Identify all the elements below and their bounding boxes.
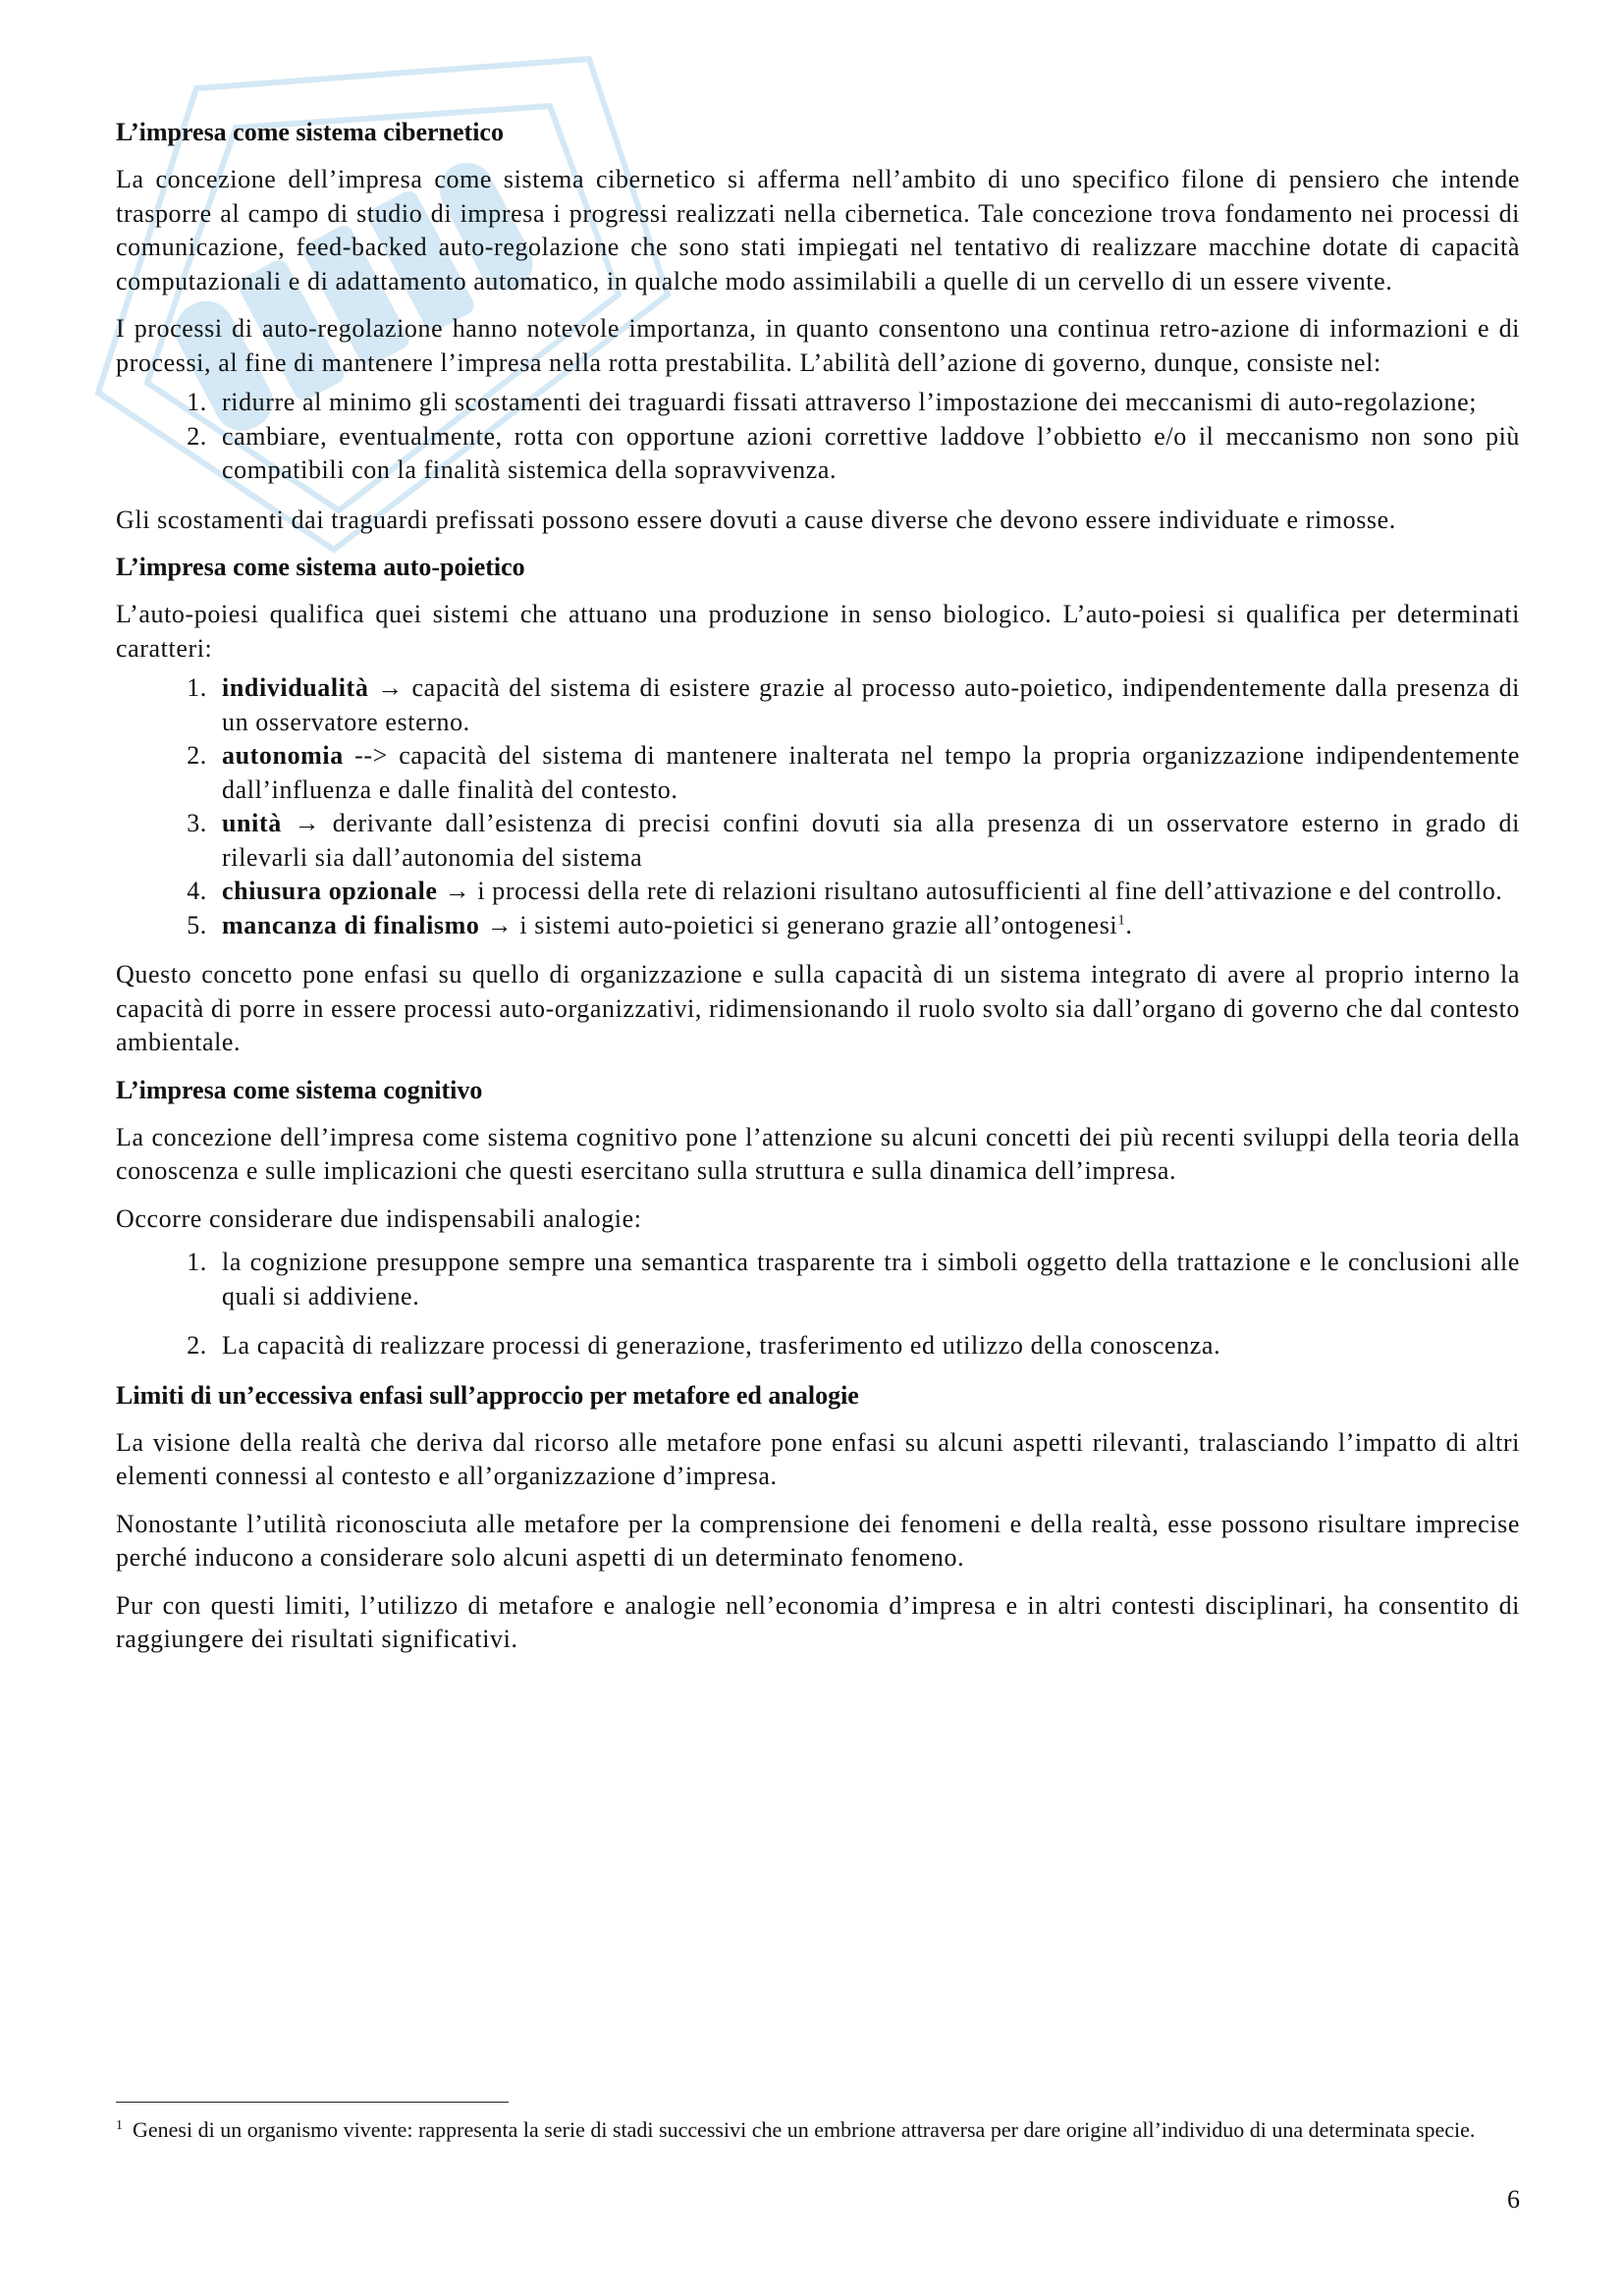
list-text: derivante dall’esistenza di precisi confini dovuti sia alla presenza di un osservatore esterno in grado di rilevarli sia dall’autonomia del sistema: [222, 809, 1520, 872]
document-body: [116, 116, 1520, 1671]
section-auto-poietico: [116, 551, 1520, 1060]
paragraph: Gli scostamenti dai traguardi prefissati possono essere dovuti a cause diverse che devono essere individuate e rimosse.: [116, 505, 1396, 534]
list-item: 1. la cognizione presuppone sempre una semantica trasparente tra i simboli oggetto della trattazione e le conclusioni alle quali si addiviene.: [214, 1246, 1520, 1313]
section-limiti: [116, 1379, 1520, 1657]
page-number: 6: [1507, 2185, 1520, 2214]
list-item: [214, 807, 1520, 875]
list-separator: →: [479, 910, 520, 939]
list-separator: →: [281, 809, 333, 837]
list-text: capacità del sistema di esistere grazie al processo auto-poietico, indipendentemente dalla presenza di un osservatore esterno.: [222, 673, 1521, 736]
paragraph: La visione della realtà che deriva dal ricorso alle metafore pone enfasi su alcuni aspetti rilevanti, tralasciando l’impatto di altri elementi connessi al contesto e all’organizzazione d’impresa.: [116, 1427, 1520, 1490]
list-term: unità: [222, 809, 282, 837]
section-heading: L’impresa come sistema auto-poietico: [116, 553, 525, 581]
list-item: [214, 739, 1520, 807]
list-item: [214, 875, 1520, 909]
list-term: chiusura opzionale: [222, 877, 438, 905]
list-separator: -->: [343, 741, 400, 770]
footnote: [116, 2116, 1520, 2144]
list-text: capacità del sistema di mantenere inalterata nel tempo la propria organizzazione indipendentemente dall’influenza e dalle finalità del contesto.: [222, 741, 1520, 804]
footnote-divider: [116, 2102, 509, 2103]
list-term: autonomia: [222, 741, 344, 770]
footnote-number: 1: [116, 2117, 123, 2133]
list-text: i processi della rete di relazioni risultano autosufficienti al fine dell’attivazione e del controllo.: [477, 877, 1503, 905]
paragraph: I processi di auto-regolazione hanno notevole importanza, in quanto consentono una continua retro-azione di informazioni e di processi, al fine di mantenere l’impresa nella rotta prestabilita. L’abilità dell’azione di governo, dunque, consiste nel:: [116, 314, 1520, 377]
section-heading: Limiti di un’eccessiva enfasi sull’approccio per metafore ed analogie: [116, 1380, 859, 1410]
list-text: i sistemi auto-poietici si generano grazie all’ontogenesi: [519, 910, 1118, 939]
numbered-list: [116, 671, 1520, 942]
paragraph: Occorre considerare due indispensabili analogie:: [116, 1203, 642, 1233]
list-separator: →: [437, 877, 478, 905]
paragraph: La concezione dell’impresa come sistema cognitivo pone l’attenzione su alcuni concetti dei più recenti sviluppi della teoria della conoscenza e sulle implicazioni che questi esercitano sulla struttura e sulla dinamica dell’impresa.: [116, 1122, 1520, 1185]
list-term: mancanza di finalismo: [222, 910, 480, 939]
list-item: 2. La capacità di realizzare processi di generazione, trasferimento ed utilizzo della conoscenza.: [214, 1329, 1520, 1363]
footnote-text: Genesi di un organismo vivente: rappresenta la serie di stadi successivi che un embrione attraversa per dare origine all’individuo di una determinata specie.: [133, 2117, 1476, 2142]
section-cibernetico: [116, 116, 1520, 537]
numbered-list: [116, 1246, 1520, 1363]
paragraph: Questo concetto pone enfasi su quello di organizzazione e sulla capacità di un sistema integrato di avere al proprio interno la capacità di porre in essere processi auto-organizzativi, ridimensionando il ruolo svolto sia dall’organo di governo che dal contesto ambientale.: [116, 960, 1520, 1056]
paragraph: La concezione dell’impresa come sistema cibernetico si afferma nell’ambito di uno specifico filone di pensiero che intende trasporre al campo di studio di impresa i progressi realizzati nella cibernetica. Tale concezione trova fondamento nei processi di comunicazione, feed-backed auto-regolazione che sono stati impiegati nel tentativo di realizzare macchine dotate di capacità computazionali e di adattamento automatico, in qualche modo assimilabili a quelle di un cervello di un essere vivente.: [116, 165, 1520, 295]
numbered-list: [116, 386, 1520, 488]
paragraph: Nonostante l’utilità riconosciuta alle metafore per la comprensione dei fenomeni e della realtà, esse possono risultare imprecise perché inducono a considerare solo alcuni aspetti di un determinato fenomeno.: [116, 1509, 1520, 1572]
section-heading: L’impresa come sistema cibernetico: [116, 118, 504, 146]
list-item: [214, 909, 1520, 943]
paragraph: L’auto-poiesi qualifica quei sistemi che attuano una produzione in senso biologico. L’auto-poiesi si qualifica per determinati caratteri:: [116, 600, 1520, 663]
list-item: [214, 671, 1520, 739]
list-text-end: .: [1125, 910, 1133, 939]
list-item: 1. ridurre al minimo gli scostamenti dei traguardi fissati attraverso l’impostazione dei meccanismi di auto-regolazione;: [214, 386, 1520, 420]
list-term: individualità: [222, 673, 369, 702]
paragraph: Pur con questi limiti, l’utilizzo di metafore e analogie nell’economia d’impresa e in altri contesti disciplinari, ha consentito di raggiungere dei risultati significativi.: [116, 1590, 1520, 1653]
footnote-reference[interactable]: 1: [1117, 911, 1126, 928]
list-separator: →: [368, 673, 412, 702]
list-item: 2. cambiare, eventualmente, rotta con opportune azioni correttive laddove l’obbietto e/o il meccanismo non sono più compatibili con la finalità sistemica della sopravvivenza.: [214, 420, 1520, 488]
section-cognitivo: [116, 1074, 1520, 1363]
section-heading: L’impresa come sistema cognitivo: [116, 1075, 483, 1104]
